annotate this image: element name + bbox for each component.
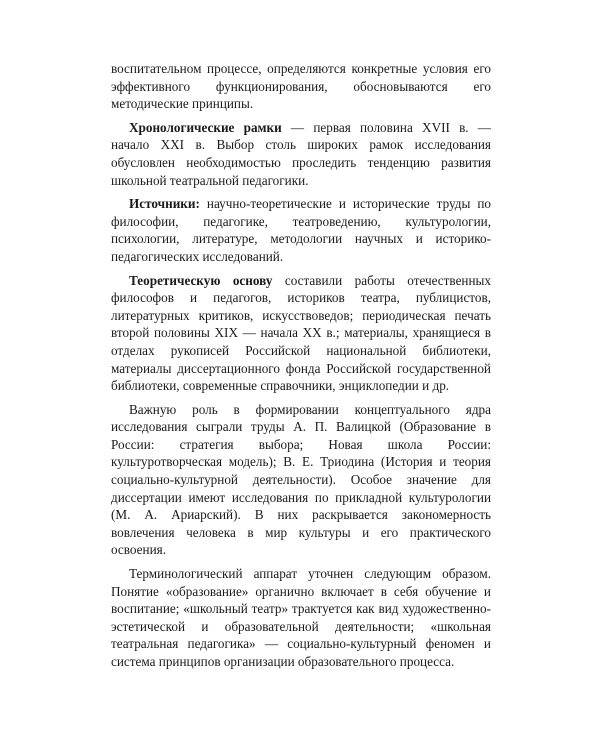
paragraph-text: — первая половина XVII в. — начало XXI в. Выбор столь широких рамок исследования обусловлен необходимостью проследить тенденцию развития школьной театральной педагогики.	[111, 119, 491, 188]
paragraph-chronological-scope	[111, 119, 491, 189]
paragraph-text: Терминологический аппарат уточнен следующим образом. Понятие «образование» органично включает в себя обучение и воспитание; «школьный театр» трактуется как вид художественно-эстетической и образовательной деятельности; «школьная театральная педагогика» — социально-культурный феномен и система принципов организации образовательного процесса.	[111, 566, 491, 669]
paragraph-text: составили работы отечественных философов и педагогов, историков театра, публицистов, литературных критиков, искусствоведов; периодическая печать второй половины XIX — начала XX в.; материалы, хранящиеся в отделах рукописей Российской национальной библиотеки, материалы диссертационного фонда Российской государственной библиотеки, современные справочники, энциклопедии и др.	[111, 272, 491, 394]
paragraph-lead-term: Хронологические рамки	[129, 119, 282, 135]
paragraph-lead-term: Источники:	[129, 196, 200, 212]
paragraph-text: Важную роль в формировании концептуального ядра исследования сыграли труды А. П. Валицкой (Образование в России: стратегия выбора; Новая школа России: культуротворческая модель); В. Е. Триодина (История и теория социально-культурной деятельности). Особое значение для диссертации имеют исследования по прикладной культурологии (М. А. Ариарский). В них раскрывается закономерность вовлечения человека в мир культуры и его практического освоения.	[111, 401, 491, 558]
paragraph-continuation	[111, 60, 491, 113]
paragraph-theoretical-basis	[111, 272, 491, 395]
paragraph-lead-term: Теоретическую основу	[129, 272, 273, 288]
paragraph-text: воспитательном процессе, определяются конкретные условия его эффективного функционирования, обосновываются его методические принципы.	[111, 61, 491, 112]
paragraph-conceptual-core	[111, 401, 491, 559]
paragraph-text: научно-теоретические и исторические труды по философии, педагогике, театроведению, культурологии, психологии, литературе, методологии научных и историко-педагогических исследований.	[111, 196, 491, 264]
paragraph-terminology	[111, 565, 491, 671]
document-page	[111, 60, 491, 677]
paragraph-sources	[111, 195, 491, 265]
